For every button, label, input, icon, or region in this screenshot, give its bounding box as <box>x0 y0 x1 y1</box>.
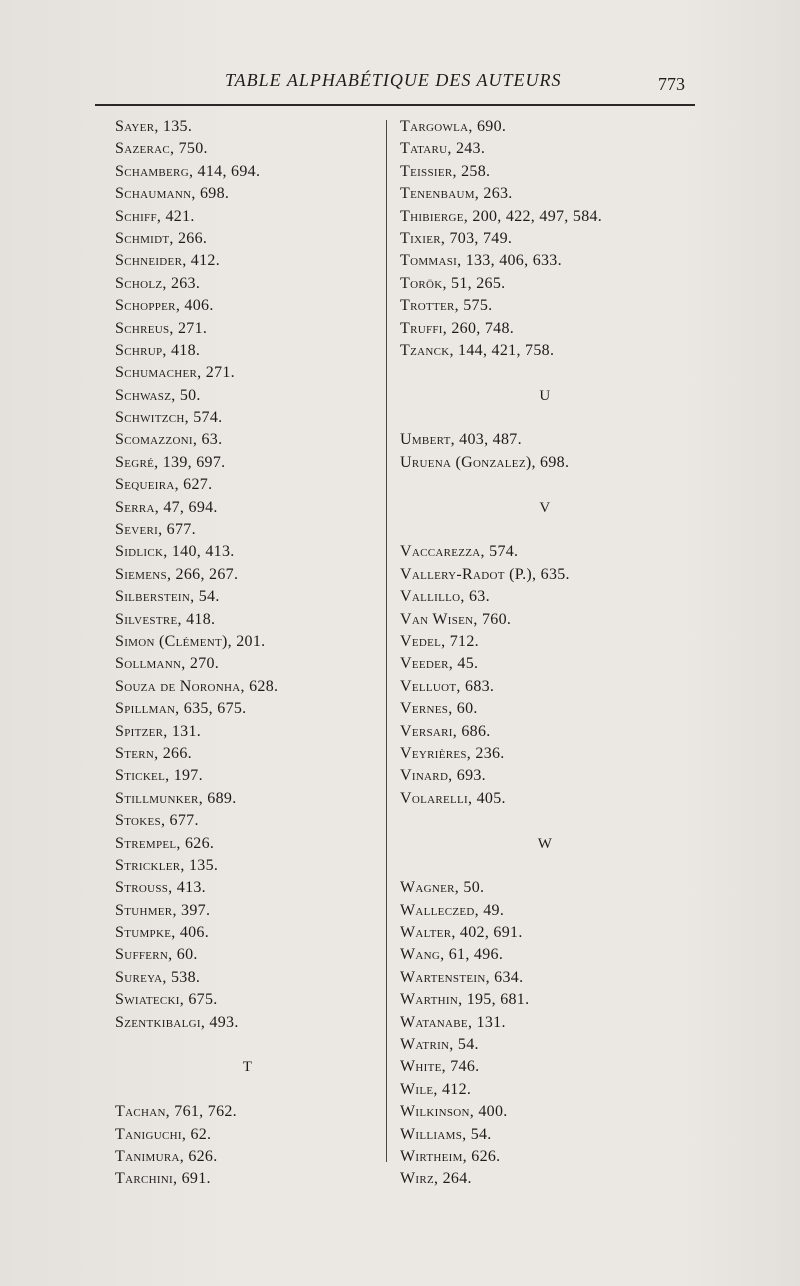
index-entry: Teissier, 258. <box>400 162 491 180</box>
index-entry: Tarchini, 691. <box>115 1170 211 1188</box>
index-entry: Vinard, 693. <box>400 767 486 785</box>
index-entry: Taniguchi, 62. <box>115 1125 212 1143</box>
page-header <box>95 66 695 100</box>
running-title: TABLE ALPHABÉTIQUE DES AUTEURS <box>225 70 562 90</box>
index-entry: Szentkibalgi, 493. <box>115 1013 239 1031</box>
index-entry: Schiff, 421. <box>115 207 195 225</box>
index-entry: Serra, 47, 694. <box>115 498 218 516</box>
index-entry: Schmidt, 266. <box>115 229 208 247</box>
section-letter-v: V <box>539 499 551 516</box>
index-entry: Veyrières, 236. <box>400 744 505 762</box>
index-entry: Stickel, 197. <box>115 767 203 785</box>
index-entry: Tachan, 761, 762. <box>115 1103 237 1121</box>
index-entry: Schopper, 406. <box>115 297 214 315</box>
section-t-entries <box>115 1101 380 1191</box>
section-v-entries <box>400 541 690 810</box>
section-s-entries <box>115 116 380 1034</box>
index-entry: Sequeira, 627. <box>115 476 213 494</box>
index-entry: Vaccarezza, 574. <box>400 543 519 561</box>
index-entry: Stern, 266. <box>115 744 192 762</box>
spacer <box>400 362 690 384</box>
index-entry: Stuhmer, 397. <box>115 901 211 919</box>
index-entry: Tataru, 243. <box>400 140 486 158</box>
index-entry: Wirtheim, 626. <box>400 1147 501 1165</box>
spacer <box>400 810 690 832</box>
index-entry: Tenenbaum, 263. <box>400 185 513 203</box>
index-entry: Stillmunker, 689. <box>115 789 237 807</box>
index-entry: Souza de Noronha, 628. <box>115 677 279 695</box>
index-entry: Versari, 686. <box>400 722 491 740</box>
index-entry: Wile, 412. <box>400 1080 472 1098</box>
index-entry: Wagner, 50. <box>400 879 485 897</box>
spacer <box>115 1079 380 1101</box>
index-entry: Sazerac, 750. <box>115 140 208 158</box>
index-entry: Walter, 402, 691. <box>400 924 523 942</box>
spacer <box>400 474 690 496</box>
index-entry: Volarelli, 405. <box>400 789 506 807</box>
header-rule <box>95 104 695 106</box>
index-entry: Tixier, 703, 749. <box>400 229 513 247</box>
index-entry: Schamberg, 414, 694. <box>115 162 261 180</box>
index-entry: Schwasz, 50. <box>115 386 201 404</box>
section-letter-u: U <box>539 387 551 404</box>
section-u-entries <box>400 429 690 474</box>
index-entry: Uruena (Gonzalez), 698. <box>400 453 570 471</box>
index-entry: Watrin, 54. <box>400 1036 479 1054</box>
section-letter-t: T <box>242 1059 253 1076</box>
index-entry: Vernes, 60. <box>400 700 478 718</box>
index-entry: Velluot, 683. <box>400 677 495 695</box>
index-entry: Sayer, 135. <box>115 118 193 135</box>
index-entry: Spillman, 635, 675. <box>115 700 247 718</box>
index-entry: Vedel, 712. <box>400 632 479 650</box>
index-entry: White, 746. <box>400 1058 480 1076</box>
index-entry: Van Wisen, 760. <box>400 610 512 628</box>
index-entry: Strickler, 135. <box>115 856 219 874</box>
index-entry: Vallery-Radot (P.), 635. <box>400 565 570 583</box>
index-entry: Wang, 61, 496. <box>400 946 504 964</box>
index-entry: Scholz, 263. <box>115 274 201 292</box>
index-entry: Silberstein, 54. <box>115 588 220 606</box>
index-entry: Schumacher, 271. <box>115 364 235 382</box>
left-column <box>115 116 380 1191</box>
index-entry: Warthin, 195, 681. <box>400 991 530 1009</box>
section-t-continued-entries <box>400 116 690 362</box>
index-entry: Vallillo, 63. <box>400 588 490 606</box>
spacer <box>400 519 690 541</box>
index-entry: Stumpke, 406. <box>115 924 210 942</box>
index-entry: Suffern, 60. <box>115 946 198 964</box>
index-entry: Truffi, 260, 748. <box>400 319 515 337</box>
index-entry: Sollmann, 270. <box>115 655 220 673</box>
section-letter-w: W <box>537 835 553 852</box>
index-entry: Wirz, 264. <box>400 1170 472 1188</box>
spacer <box>400 407 690 429</box>
index-entry: Spitzer, 131. <box>115 722 202 740</box>
index-entry: Siemens, 266, 267. <box>115 565 239 583</box>
page-number: 773 <box>658 74 685 94</box>
right-column <box>400 116 690 1191</box>
index-entry: Tzanck, 144, 421, 758. <box>400 341 555 359</box>
index-entry: Schwitzch, 574. <box>115 409 223 427</box>
index-entry: Thibierge, 200, 422, 497, 584. <box>400 207 603 225</box>
index-entry: Torök, 51, 265. <box>400 274 506 292</box>
index-entry: Veeder, 45. <box>400 655 479 673</box>
index-entry: Simon (Clément), 201. <box>115 632 266 650</box>
index-entry: Schaumann, 698. <box>115 185 230 203</box>
column-divider <box>386 120 387 1162</box>
spacer <box>115 1034 380 1056</box>
index-entry: Williams, 54. <box>400 1125 492 1143</box>
index-entry: Strempel, 626. <box>115 834 215 852</box>
index-entry: Trotter, 575. <box>400 297 493 315</box>
index-entry: Silvestre, 418. <box>115 610 216 628</box>
index-entry: Targowla, 690. <box>400 118 507 135</box>
index-entry: Watanabe, 131. <box>400 1013 506 1031</box>
index-entry: Swiatecki, 675. <box>115 991 218 1009</box>
index-entry: Scomazzoni, 63. <box>115 431 223 449</box>
index-entry: Sidlick, 140, 413. <box>115 543 235 561</box>
index-entry: Stokes, 677. <box>115 812 199 830</box>
index-entry: Tommasi, 133, 406, 633. <box>400 252 562 270</box>
index-entry: Severi, 677. <box>115 521 196 539</box>
index-entry: Sureya, 538. <box>115 968 201 986</box>
index-entry: Strouss, 413. <box>115 879 206 897</box>
index-entry: Wilkinson, 400. <box>400 1103 508 1121</box>
index-entry: Schneider, 412. <box>115 252 221 270</box>
index-entry: Wartenstein, 634. <box>400 968 524 986</box>
index-entry: Segré, 139, 697. <box>115 453 226 471</box>
index-entry: Umbert, 403, 487. <box>400 431 522 449</box>
section-w-entries <box>400 877 690 1190</box>
index-entry: Schrup, 418. <box>115 341 201 359</box>
spacer <box>400 855 690 877</box>
index-entry: Walleczed, 49. <box>400 901 505 919</box>
index-entry: Schreus, 271. <box>115 319 208 337</box>
index-entry: Tanimura, 626. <box>115 1147 218 1165</box>
